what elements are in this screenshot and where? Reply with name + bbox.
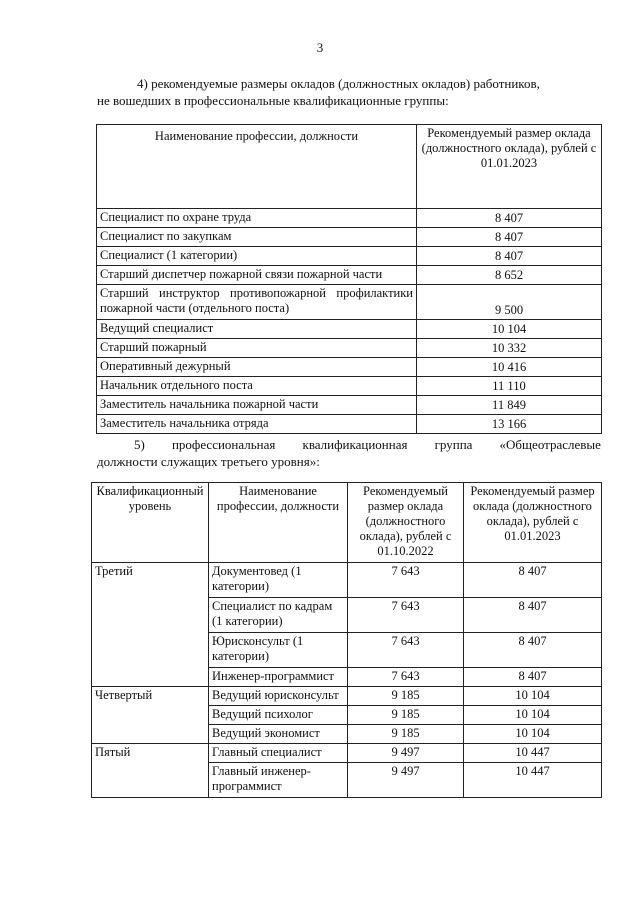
heading-word: 5) bbox=[134, 437, 145, 452]
table-row bbox=[92, 668, 602, 687]
table-row bbox=[92, 706, 602, 725]
table-row bbox=[97, 247, 602, 266]
salary-2023: 10 447 bbox=[464, 763, 602, 798]
salary-2023: 10 104 bbox=[464, 687, 602, 706]
profession-name: Главный инженер-программист bbox=[209, 763, 348, 798]
profession-name: Специалист (1 категории) bbox=[97, 247, 417, 266]
qualification-level bbox=[92, 706, 209, 725]
section-5-heading-line-1 bbox=[97, 436, 601, 453]
qualification-level bbox=[92, 668, 209, 687]
section-4-heading-line-2: не вошедших в профессиональные квалификационные группы: bbox=[97, 93, 449, 108]
table-row bbox=[97, 396, 602, 415]
qualification-level bbox=[92, 763, 209, 798]
table-row bbox=[92, 598, 602, 633]
table-row bbox=[92, 744, 602, 763]
table-row bbox=[97, 209, 602, 228]
table-row bbox=[97, 285, 602, 320]
salary-2022: 9 497 bbox=[348, 744, 464, 763]
salary-table-non-qualified bbox=[96, 124, 602, 434]
heading-word: группа bbox=[434, 437, 473, 452]
salary-value: 8 407 bbox=[417, 247, 602, 266]
section-5-heading-line-2: должности служащих третьего уровня»: bbox=[97, 454, 320, 469]
column-header-profession: Наименование профессии, должности bbox=[97, 125, 417, 209]
salary-2022: 7 643 bbox=[348, 598, 464, 633]
qualification-level: Третий bbox=[92, 563, 209, 598]
column-header-salary-2023: Рекомендуемый размер оклада (должностного оклада), рублей с 01.01.2023 bbox=[464, 483, 602, 563]
salary-2022: 9 497 bbox=[348, 763, 464, 798]
page-number: 3 bbox=[316, 40, 324, 55]
profession-name: Специалист по охране труда bbox=[97, 209, 417, 228]
column-header-profession: Наименование профессии, должности bbox=[209, 483, 348, 563]
salary-value: 11 849 bbox=[417, 396, 602, 415]
salary-2023: 8 407 bbox=[464, 598, 602, 633]
salary-value: 9 500 bbox=[417, 285, 602, 320]
salary-2022: 9 185 bbox=[348, 706, 464, 725]
profession-name: Старший пожарный bbox=[97, 339, 417, 358]
table-row bbox=[92, 633, 602, 668]
table-row bbox=[92, 725, 602, 744]
profession-name: Юрисконсульт (1 категории) bbox=[209, 633, 348, 668]
profession-name: Главный специалист bbox=[209, 744, 348, 763]
profession-name: Ведущий экономист bbox=[209, 725, 348, 744]
heading-word: квалификационная bbox=[302, 437, 408, 452]
salary-2022: 9 185 bbox=[348, 725, 464, 744]
salary-2022: 7 643 bbox=[348, 563, 464, 598]
table-row bbox=[97, 339, 602, 358]
profession-name: Начальник отдельного поста bbox=[97, 377, 417, 396]
salary-value: 11 110 bbox=[417, 377, 602, 396]
salary-2023: 8 407 bbox=[464, 668, 602, 687]
table-row bbox=[97, 377, 602, 396]
table-row bbox=[97, 266, 602, 285]
salary-2023: 8 407 bbox=[464, 633, 602, 668]
profession-name: Заместитель начальника пожарной части bbox=[97, 396, 417, 415]
table-row bbox=[97, 320, 602, 339]
qualification-level: Пятый bbox=[92, 744, 209, 763]
profession-name: Специалист по кадрам (1 категории) bbox=[209, 598, 348, 633]
salary-2022: 7 643 bbox=[348, 633, 464, 668]
profession-name: Специалист по закупкам bbox=[97, 228, 417, 247]
profession-name: Ведущий юрисконсульт bbox=[209, 687, 348, 706]
salary-2023: 8 407 bbox=[464, 563, 602, 598]
table-row bbox=[92, 763, 602, 798]
section-4-heading bbox=[97, 75, 601, 109]
profession-name: Инженер-программист bbox=[209, 668, 348, 687]
profession-name: Заместитель начальника отряда bbox=[97, 415, 417, 434]
salary-2023: 10 447 bbox=[464, 744, 602, 763]
salary-value: 8 407 bbox=[417, 209, 602, 228]
section-5-heading bbox=[97, 436, 601, 470]
table-row bbox=[97, 228, 602, 247]
salary-value: 13 166 bbox=[417, 415, 602, 434]
table-row bbox=[92, 563, 602, 598]
profession-name: Ведущий специалист bbox=[97, 320, 417, 339]
table-row bbox=[97, 358, 602, 377]
heading-word: «Общеотраслевые bbox=[499, 437, 601, 452]
table-row bbox=[92, 687, 602, 706]
salary-value: 10 416 bbox=[417, 358, 602, 377]
profession-name: Старший диспетчер пожарной связи пожарной части bbox=[97, 266, 417, 285]
salary-2022: 7 643 bbox=[348, 668, 464, 687]
salary-2022: 9 185 bbox=[348, 687, 464, 706]
table-row bbox=[97, 415, 602, 434]
salary-value: 8 652 bbox=[417, 266, 602, 285]
profession-name: Старший инструктор противопожарной профилактики пожарной части (отдельного поста) bbox=[97, 285, 417, 320]
column-header-salary-2022: Рекомендуемый размер оклада (должностного оклада), рублей с 01.10.2022 bbox=[348, 483, 464, 563]
salary-table-third-level bbox=[91, 482, 602, 798]
profession-name: Ведущий психолог bbox=[209, 706, 348, 725]
salary-value: 10 332 bbox=[417, 339, 602, 358]
salary-2023: 10 104 bbox=[464, 725, 602, 744]
qualification-level bbox=[92, 598, 209, 633]
profession-name: Оперативный дежурный bbox=[97, 358, 417, 377]
heading-word: профессиональная bbox=[171, 437, 276, 452]
column-header-level: Квалификационный уровень bbox=[92, 483, 209, 563]
qualification-level bbox=[92, 725, 209, 744]
salary-value: 8 407 bbox=[417, 228, 602, 247]
salary-2023: 10 104 bbox=[464, 706, 602, 725]
section-4-heading-line-1: 4) рекомендуемые размеры окладов (должностных окладов) работников, bbox=[137, 76, 540, 91]
column-header-salary-2023: Рекомендуемый размер оклада (должностного оклада), рублей с 01.01.2023 bbox=[417, 125, 602, 209]
salary-value: 10 104 bbox=[417, 320, 602, 339]
qualification-level: Четвертый bbox=[92, 687, 209, 706]
qualification-level bbox=[92, 633, 209, 668]
profession-name: Документовед (1 категории) bbox=[209, 563, 348, 598]
